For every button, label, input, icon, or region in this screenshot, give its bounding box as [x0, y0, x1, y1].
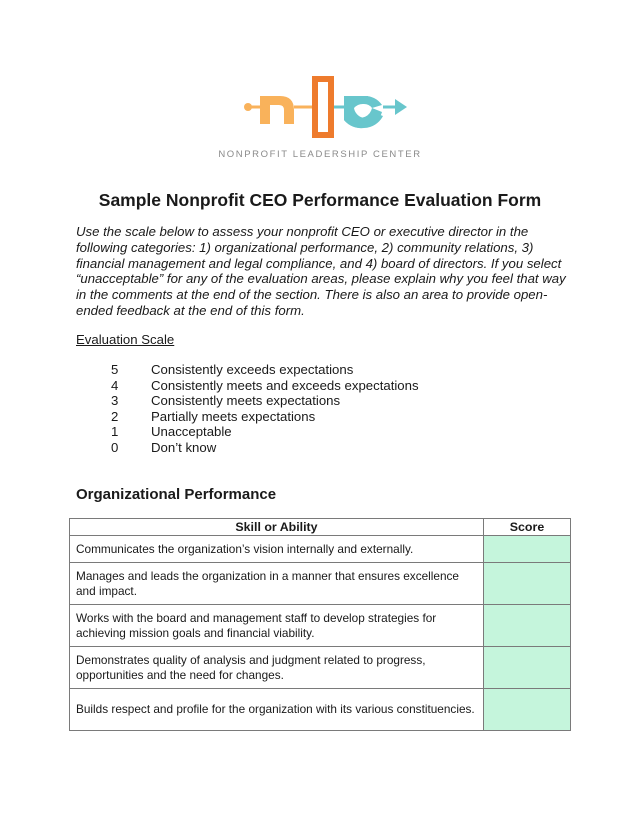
- logo-n-letter: [260, 96, 294, 124]
- score-cell[interactable]: [484, 563, 571, 605]
- score-cell[interactable]: [484, 647, 571, 689]
- logo-caption: NONPROFIT LEADERSHIP CENTER: [218, 149, 422, 160]
- scale-value: 0: [111, 439, 119, 455]
- scale-item: [111, 409, 419, 425]
- scale-label: Unacceptable: [151, 424, 232, 440]
- scale-label: Consistently meets expectations: [151, 393, 341, 409]
- scale-item: [111, 393, 419, 409]
- scale-label: Partially meets expectations: [151, 408, 316, 424]
- logo-arrow-icon: [395, 99, 407, 115]
- table-row: [70, 605, 571, 647]
- scale-label: Consistently exceeds expectations: [151, 362, 354, 377]
- evaluation-scale-list: [111, 362, 419, 456]
- nlc-logo-mark: [240, 72, 410, 138]
- scale-item: [111, 440, 419, 456]
- scale-value: 1: [111, 424, 119, 440]
- table-row: [70, 536, 571, 563]
- scale-value: 5: [111, 362, 119, 377]
- column-header-skill: Skill or Ability: [70, 519, 484, 536]
- scale-value: 4: [111, 377, 119, 393]
- scale-value: 3: [111, 393, 119, 409]
- scale-item: [111, 424, 419, 440]
- table-row: [70, 563, 571, 605]
- skill-cell: Builds respect and profile for the organization with its various constituencies.: [70, 689, 484, 731]
- scale-label: Consistently meets and exceeds expectations: [151, 377, 419, 393]
- evaluation-scale-heading: Evaluation Scale: [76, 332, 175, 347]
- section-heading: Organizational Performance: [76, 486, 277, 503]
- score-cell[interactable]: [484, 536, 571, 563]
- table-row: [70, 689, 571, 731]
- scale-label: Don’t know: [151, 439, 217, 455]
- score-cell[interactable]: [484, 689, 571, 731]
- intro-paragraph: Use the scale below to assess your nonprofit CEO or executive director in the following categories: 1) organizational performance, 2) community relations, 3) financial management and legal compliance, and 4) board of directors. If you select “unacceptable” for any of the evaluation areas, please explain why you feel that way in the comments at the end of the section. There is also an area to provide open-ended feedback at the end of this form.: [76, 224, 566, 318]
- page-title: Sample Nonprofit CEO Performance Evaluation Form: [98, 190, 542, 210]
- skill-cell: Communicates the organization’s vision internally and externally.: [70, 536, 484, 563]
- scale-item: [111, 362, 419, 378]
- evaluation-table: [69, 518, 571, 731]
- table-row: [70, 647, 571, 689]
- skill-cell: Works with the board and management staff to develop strategies for achieving mission goals and financial viability.: [70, 605, 484, 647]
- scale-value: 2: [111, 408, 119, 424]
- score-cell[interactable]: [484, 605, 571, 647]
- scale-item: [111, 378, 419, 394]
- skill-cell: Manages and leads the organization in a manner that ensures excellence and impact.: [70, 563, 484, 605]
- nlc-logo: [0, 66, 640, 166]
- table-header-row: [70, 519, 571, 536]
- column-header-score: Score: [484, 519, 571, 536]
- skill-cell: Demonstrates quality of analysis and judgment related to progress, opportunities and the need for changes.: [70, 647, 484, 689]
